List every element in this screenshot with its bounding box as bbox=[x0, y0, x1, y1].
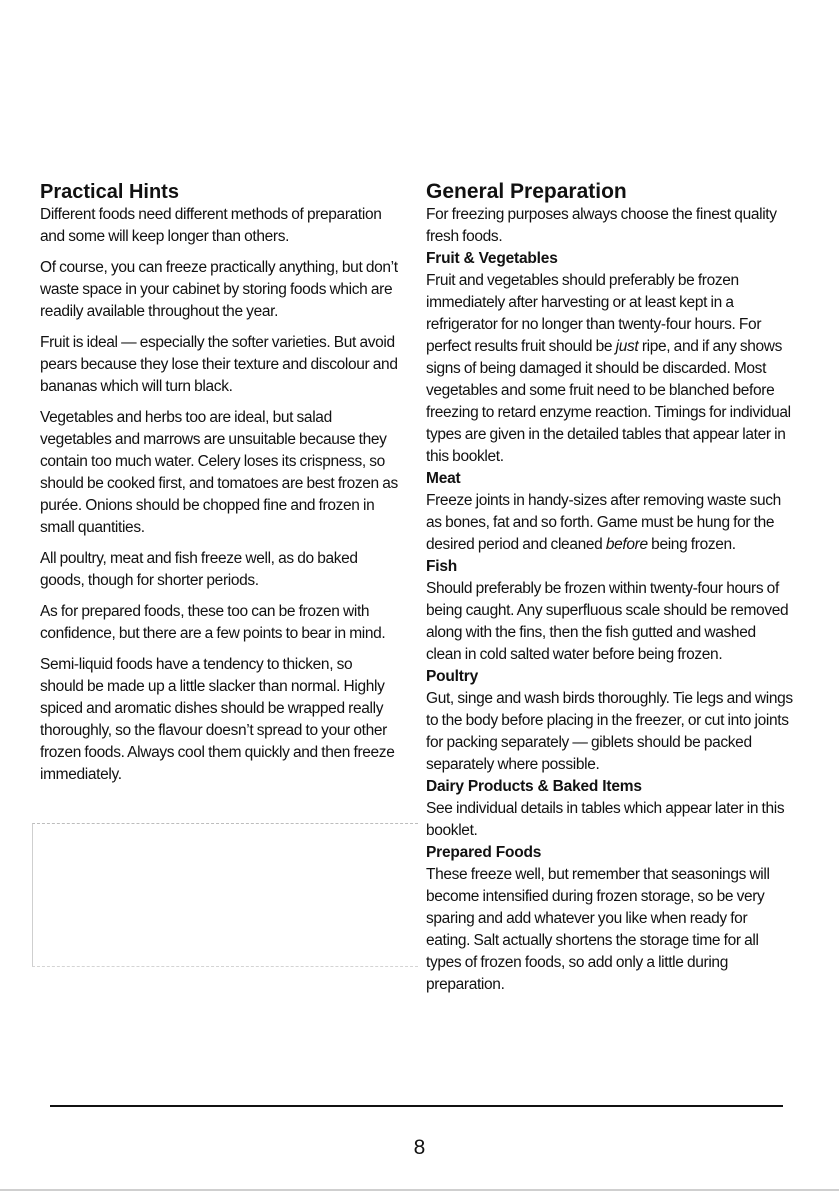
subheading-fish: Fish bbox=[426, 558, 458, 575]
paragraph: As for prepared foods, these too can be frozen with confidence, but there are a few points to bear in mind. bbox=[40, 603, 386, 642]
left-column bbox=[40, 180, 398, 795]
section-heading-practical-hints: Practical Hints bbox=[40, 181, 179, 203]
paragraph: Fruit is ideal — especially the softer varieties. But avoid pears because they lose their texture and discolour and bananas which will turn black. bbox=[40, 334, 398, 395]
dairy-paragraph: See individual details in tables which appear later in this booklet. bbox=[426, 800, 785, 839]
paragraph: Vegetables and herbs too are ideal, but salad vegetables and marrows are unsuitable because they contain too much water. Celery loses its crispness, so should be cooked first, and tomatoes are best frozen as purée. Onions should be chopped fine and frozen in small quantities. bbox=[40, 409, 398, 536]
fruit-vegetables-paragraph: Fruit and vegetables should preferably be frozen immediately after harvesting or at least kept in a refrigerator for no longer than twenty-four hours. For perfect results fruit should be just ripe, and if any shows signs of being damaged it should be discarded. Most vegetables and some fruit need to be blanched before freezing to retard enzyme reaction. Timings for individual types are given in the detailed tables that appear later in this booklet. bbox=[426, 272, 791, 465]
right-column bbox=[426, 180, 794, 996]
fish-paragraph: Should preferably be frozen within twenty-four hours of being caught. Any superfluous scale should be removed along with the fins, then the fish gutted and washed clean in cold salted water before being frozen. bbox=[426, 580, 789, 663]
prepared-foods-paragraph: These freeze well, but remember that seasonings will become intensified during frozen storage, so be very sparing and add whatever you like when ready for eating. Salt actually shortens the storage time for all types of frozen foods, so add only a little during preparation. bbox=[426, 866, 770, 993]
meat-paragraph: Freeze joints in handy-sizes after removing waste such as bones, fat and so forth. Game must be hung for the desired period and cleaned before being frozen. bbox=[426, 492, 781, 553]
subheading-poultry: Poultry bbox=[426, 668, 478, 685]
subheading-prepared-foods: Prepared Foods bbox=[426, 844, 542, 861]
paragraph: Of course, you can freeze practically anything, but don’t waste space in your cabinet by storing foods which are readily available throughout the year. bbox=[40, 259, 398, 320]
subheading-meat: Meat bbox=[426, 470, 461, 487]
intro-paragraph: For freezing purposes always choose the finest quality fresh foods. bbox=[426, 206, 777, 245]
page-number: 8 bbox=[413, 1136, 426, 1159]
emphasis-just: just bbox=[615, 338, 639, 355]
paragraph: Semi-liquid foods have a tendency to thicken, so should be made up a little slacker than normal. Highly spiced and aromatic dishes should be wrapped really thoroughly, so the flavour doesn’t spread to your other frozen foods. Always cool them quickly and then freeze immediately. bbox=[40, 656, 395, 783]
section-heading-general-preparation: General Preparation bbox=[426, 180, 627, 203]
emphasis-before: before bbox=[605, 536, 648, 553]
poultry-paragraph: Gut, singe and wash birds thoroughly. Tie legs and wings to the body before placing in the freezer, or cut into joints for packing separately — giblets should be packed separately where possible. bbox=[426, 690, 793, 773]
subheading-dairy-baked: Dairy Products & Baked Items bbox=[426, 778, 642, 795]
notes-box bbox=[32, 823, 418, 967]
footer-rule bbox=[50, 1105, 783, 1107]
paragraph: All poultry, meat and fish freeze well, as do baked goods, though for shorter periods. bbox=[40, 550, 358, 589]
subheading-fruit-vegetables: Fruit & Vegetables bbox=[426, 250, 558, 267]
paragraph: Different foods need different methods of preparation and some will keep longer than others. bbox=[40, 206, 382, 245]
